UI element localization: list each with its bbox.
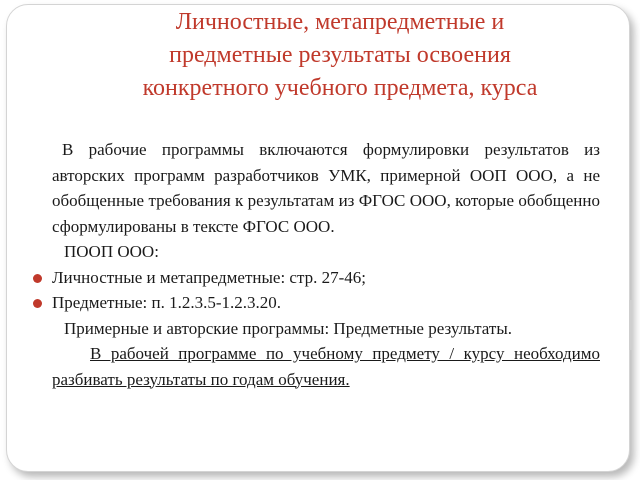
- poop-list: [52, 265, 600, 316]
- slide-title: [60, 6, 620, 105]
- bullet-icon: [33, 274, 42, 283]
- paragraph-programs: В рабочие программы включаются формулировки результатов из авторских программ разработчиков УМК, примерной ООП ООО, а не обобщенные требования к результатам из ФГОС ООО, которые обобщенно сформулированы в тексте ФГОС ООО.: [52, 140, 600, 236]
- title-line-3: конкретного учебного предмета, курса: [142, 75, 538, 101]
- paragraph-by-year: В рабочей программе по учебному предмету / курсу необходимо разбивать результаты по годам обучения.: [52, 344, 600, 389]
- title-line-1: Личностные, метапредметные и: [175, 9, 505, 35]
- list-item-text: Предметные: п. 1.2.3.5-1.2.3.20.: [52, 293, 282, 312]
- bullet-icon: [33, 299, 42, 308]
- list-item: [52, 265, 600, 291]
- title-line-2: предметные результаты освоения: [169, 42, 511, 68]
- scrollbar-edge: [629, 300, 632, 350]
- list-item: [52, 290, 600, 316]
- slide-content: [52, 137, 600, 392]
- list-item-text: Личностные и метапредметные: стр. 27-46;: [52, 267, 367, 287]
- poop-label: ПООП ООО:: [64, 242, 159, 261]
- paragraph-sample-programs: Примерные и авторские программы: Предметные результаты.: [64, 318, 513, 338]
